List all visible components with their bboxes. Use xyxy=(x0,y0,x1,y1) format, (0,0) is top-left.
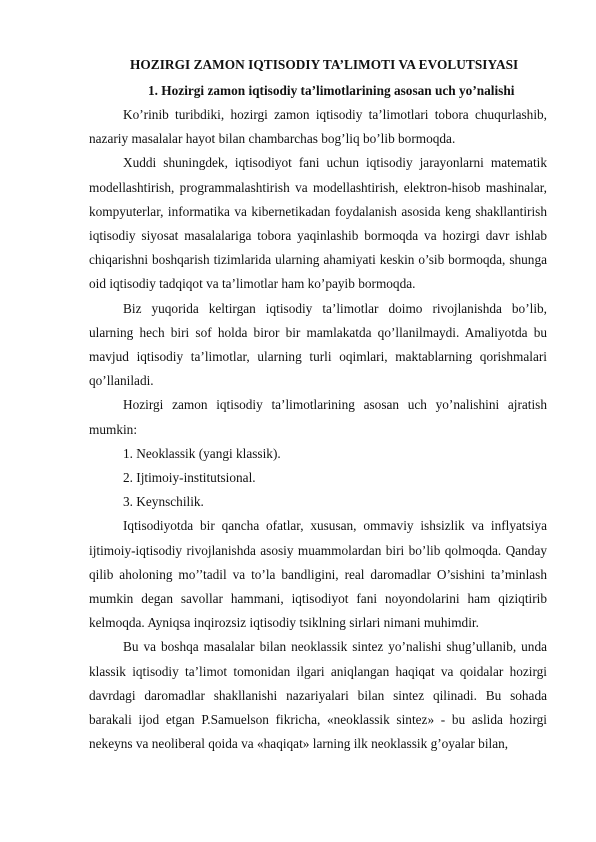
list-item: 3. Keynschilik. xyxy=(123,494,204,510)
section-heading: 1. Hozirgi zamon iqtisodiy ta’limotlarining asosan uch yo’nalishi xyxy=(148,83,515,98)
list-item: 1. Neoklassik (yangi klassik). xyxy=(123,445,281,461)
list-item: 2. Ijtimoiy-institutsional. xyxy=(123,470,256,486)
paragraph: Bu va boshqa masalalar bilan neoklassik sintez yo’nalishi shug’ullanib, unda klassik iqtisodiy ta’limot tomonidan ilgari aniqlangan haqiqat va qoidalar hozirgi davrdagi daromadlar shakllanishi nazariyalari bilan sintez qilinadi. Bu sohada barakali ijod etgan P.Samuelson fikricha, «neoklassik sintez» - bu aslida hozirgi nekeyns va neoliberal qoida va «haqiqat» larning ilk neoklassik g’oyalar bilan, xyxy=(89,639,547,752)
paragraph: Hozirgi zamon iqtisodiy ta’limotlarining asosan uch yo’nalishini ajratish mumkin: xyxy=(89,397,547,437)
paragraph: Biz yuqorida keltirgan iqtisodiy ta’limotlar doimo rivojlanishda bo’lib, ularning hech biri sof holda biror bir mamlakatda qo’llanilmaydi. Amaliyotda bu mavjud iqtisodiy ta’limotlar, ularning turli oqimlari, maktablarning qorishmalari qo’llaniladi. xyxy=(89,300,547,389)
paragraph: Xuddi shuningdek, iqtisodiyot fani uchun iqtisodiy jarayonlarni matematik modellashtirish, programmalashtirish va modellashtirish, elektron-hisob mashinalar, kompyuterlar, informatika va kibernetikadan foydalanish asosida keng shakllantirish iqtisodiy siyosat masalalariga tobora yaqinlashib bormoqda va hozirgi davr ishlab chiqarishni boshqarish tizimlarida ularning ahamiyati keskin o’sib bormoqda, shunga oid iqtisodiy tadqiqot va ta’limotlar ham ko’payib bormoqda. xyxy=(89,155,547,292)
document-body xyxy=(89,103,547,756)
paragraph: Ko’rinib turibdiki, hozirgi zamon iqtisodiy ta’limotlari tobora chuqurlashib, nazariy masalalar hayot bilan chambarchas bog’liq bo’lib bormoqda. xyxy=(89,107,547,147)
document-title: HOZIRGI ZAMON IQTISODIY TA’LIMOTI VA EVOLUTSIYASI xyxy=(130,57,519,72)
paragraph: Iqtisodiyotda bir qancha ofatlar, xususan, ommaviy ishsizlik va inflyatsiya ijtimoiy-iqtisodiy rivojlanishda asosiy muammolardan biri bo’lib qolmoqda. Qanday qilib aholoning mo’’tadil va to’la bandligini, real daromadlar O’sishini ta’minlash mumkin degan savollar hammani, iqtisodiyot fani noyondolarini ham qiziqtirib kelmoqda. Ayniqsa inqirozsiz iqtisodiy tsiklning sirlari nimani muhimdir. xyxy=(89,518,547,631)
